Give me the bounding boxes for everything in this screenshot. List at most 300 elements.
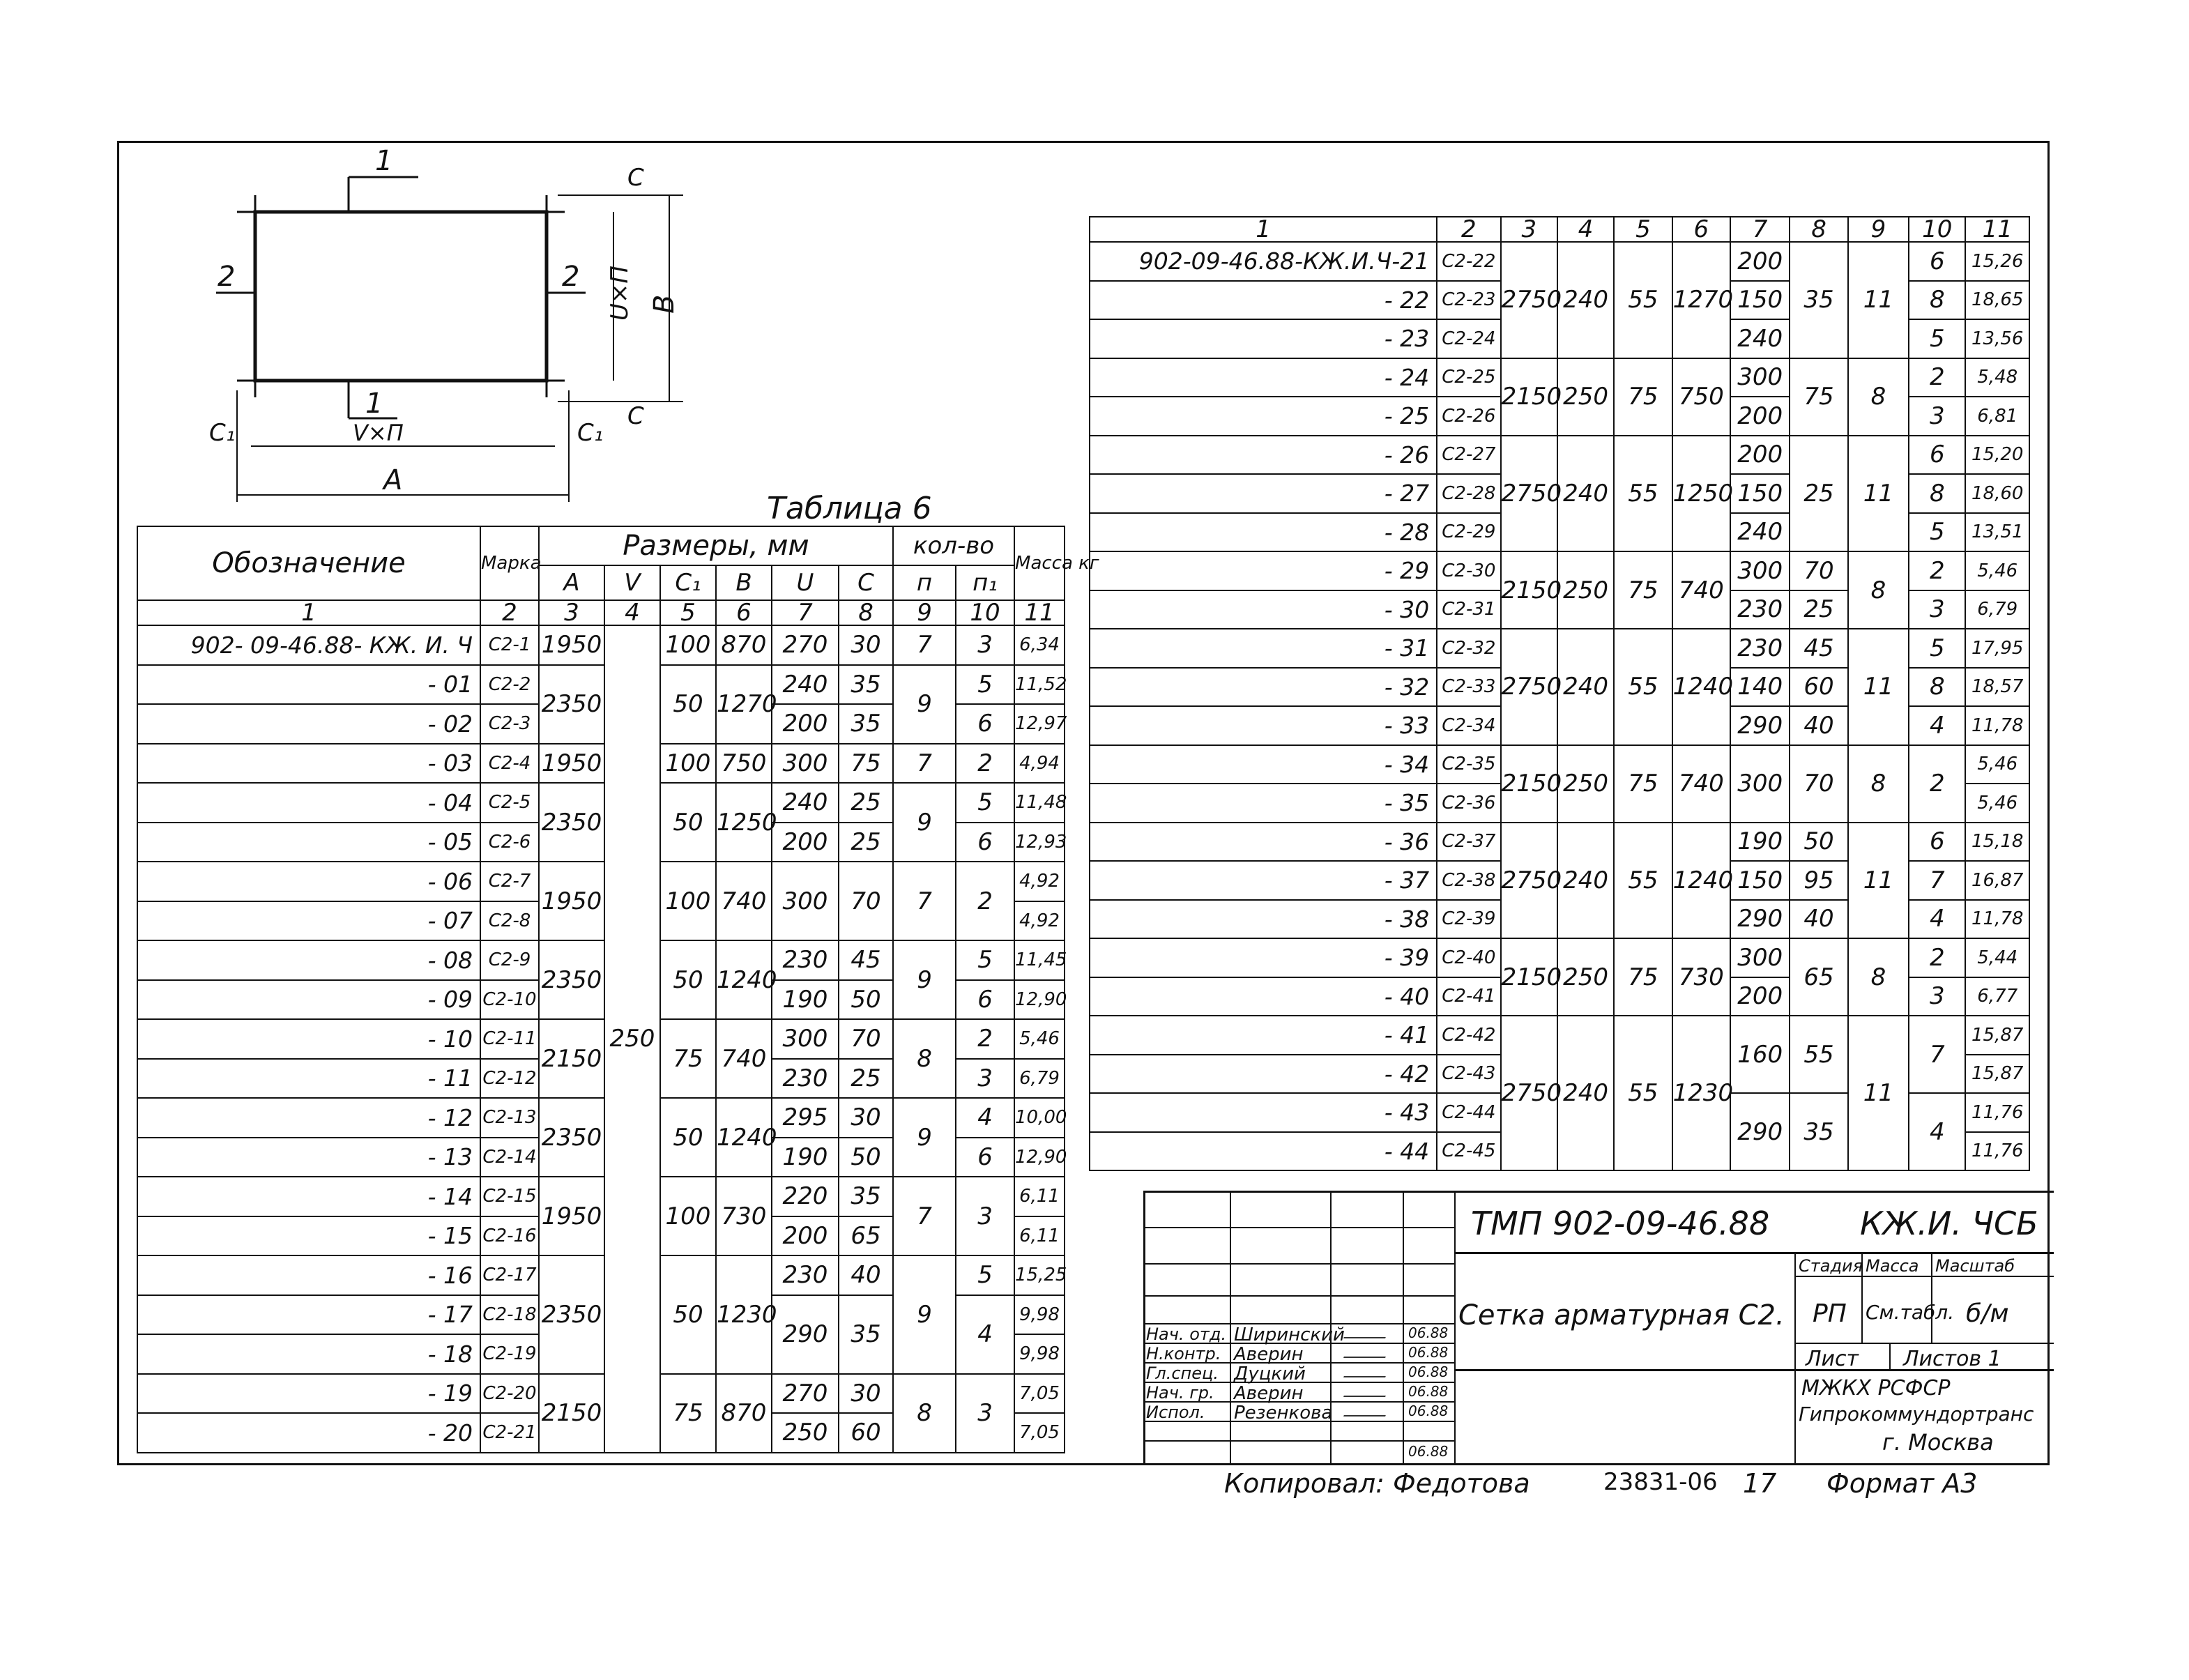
row-designation: - 28: [1090, 513, 1437, 552]
row-mark: С2-25: [1437, 358, 1500, 397]
row-mass: 15,87: [1965, 1016, 2029, 1055]
row-designation: - 07: [137, 901, 480, 941]
row-c: 30: [839, 1374, 893, 1414]
row-u: 230: [1730, 590, 1790, 629]
row-mass: 7,05: [1014, 1374, 1065, 1414]
row-c1: 100: [660, 862, 716, 940]
row-mark: С2-5: [480, 783, 539, 823]
footer-inventory: 23831-06: [1603, 1468, 1718, 1496]
header-designation: Обозначение: [137, 526, 480, 600]
row-mass: 5,46: [1965, 784, 2029, 823]
row-designation: - 29: [1090, 551, 1437, 590]
row-mass: 11,78: [1965, 706, 2029, 745]
row-c: 45: [1790, 629, 1847, 668]
row-mark: С2-37: [1437, 823, 1500, 862]
row-designation: - 34: [1090, 745, 1437, 784]
row-b: 730: [1672, 938, 1730, 1016]
row-a: 1950: [539, 862, 604, 940]
row-u: 290: [1730, 706, 1790, 745]
row-c: 70: [1790, 551, 1847, 590]
row-designation: - 13: [137, 1138, 480, 1177]
diagram-side-label-left: 2: [218, 261, 236, 293]
row-c1: 75: [1614, 551, 1672, 629]
row-u: 160: [1730, 1016, 1790, 1093]
row-designation: - 06: [137, 862, 480, 901]
diagram-b-label: B: [648, 294, 680, 314]
row-designation: - 36: [1090, 823, 1437, 862]
mass-value: См.табл.: [1866, 1301, 1955, 1324]
row-designation: 902-09-46.88-КЖ.И.Ч-21: [1090, 242, 1437, 281]
row-u: 300: [772, 1019, 839, 1059]
row-c: 25: [839, 823, 893, 862]
row-mass: 18,65: [1965, 281, 2029, 320]
row-n1: 6: [956, 1138, 1014, 1177]
row-mass: 13,51: [1965, 513, 2029, 552]
row-u: 200: [1730, 242, 1790, 281]
row-designation: - 12: [137, 1098, 480, 1138]
row-u: 150: [1730, 861, 1790, 900]
row-mass: 11,48: [1014, 783, 1065, 823]
row-designation: - 40: [1090, 977, 1437, 1016]
row-b: 1250: [1672, 436, 1730, 552]
row-n1: 4: [1909, 1093, 1965, 1170]
row-c1: 75: [660, 1019, 716, 1098]
column-number: 5: [660, 600, 716, 625]
diagram-c1-right: C₁: [577, 419, 604, 447]
row-mark: С2-19: [480, 1334, 539, 1374]
row-c: 35: [1790, 1093, 1847, 1170]
row-designation: - 35: [1090, 784, 1437, 823]
row-n1: 3: [956, 1374, 1014, 1453]
row-designation: - 31: [1090, 629, 1437, 668]
row-mark: С2-21: [480, 1413, 539, 1453]
row-a: 1950: [539, 625, 604, 665]
row-mass: 13,56: [1965, 319, 2029, 358]
row-designation: - 20: [137, 1413, 480, 1453]
row-mark: С2-8: [480, 901, 539, 941]
row-n: 9: [893, 1098, 956, 1177]
row-n1: 3: [956, 625, 1014, 665]
row-designation: - 17: [137, 1295, 480, 1335]
row-a: 2350: [539, 665, 604, 744]
row-mark: С2-4: [480, 744, 539, 784]
row-u: 190: [772, 980, 839, 1020]
row-mark: С2-28: [1437, 474, 1500, 513]
signature-scribble: [1343, 1386, 1389, 1397]
row-n1: 6: [956, 704, 1014, 744]
header-n: п: [893, 565, 956, 600]
row-n: 9: [893, 1255, 956, 1374]
row-n1: 2: [1909, 358, 1965, 397]
row-mark: С2-32: [1437, 629, 1500, 668]
row-v: 240: [1557, 1016, 1614, 1170]
row-mark: С2-29: [1437, 513, 1500, 552]
row-a: 2150: [1501, 745, 1557, 823]
row-mark: С2-3: [480, 704, 539, 744]
row-designation: - 18: [137, 1334, 480, 1374]
row-mass: 9,98: [1014, 1295, 1065, 1335]
row-n: 7: [893, 1177, 956, 1255]
row-designation: - 42: [1090, 1055, 1437, 1094]
row-n1: 8: [1909, 281, 1965, 320]
row-c: 70: [1790, 745, 1847, 823]
row-c1: 55: [1614, 1016, 1672, 1170]
row-c: 25: [839, 783, 893, 823]
footer-format: Формат А3: [1826, 1468, 1978, 1499]
row-mass: 4,94: [1014, 744, 1065, 784]
row-u: 300: [1730, 938, 1790, 977]
row-mark: С2-34: [1437, 706, 1500, 745]
row-mark: С2-14: [480, 1138, 539, 1177]
row-n1: 6: [956, 823, 1014, 862]
row-mass: 5,46: [1965, 745, 2029, 784]
row-designation: - 15: [137, 1216, 480, 1256]
column-number: 11: [1014, 600, 1065, 625]
row-c1: 55: [1614, 629, 1672, 745]
row-designation: - 09: [137, 980, 480, 1020]
signature-date: 06.88: [1408, 1344, 1449, 1361]
row-c1: 75: [660, 1374, 716, 1453]
column-number: 10: [956, 600, 1014, 625]
row-a: 2750: [1501, 436, 1557, 552]
row-u: 250: [772, 1413, 839, 1453]
org-line-1: МЖКХ РСФСР: [1801, 1376, 1951, 1400]
column-number: 9: [1848, 217, 1909, 242]
row-a: 1950: [539, 1177, 604, 1255]
row-c: 65: [1790, 938, 1847, 1016]
row-u: 190: [1730, 823, 1790, 862]
stage-value: РП: [1813, 1299, 1847, 1328]
row-designation: 902- 09-46.88- КЖ. И. Ч: [137, 625, 480, 665]
row-u: 220: [772, 1177, 839, 1216]
row-n1: 6: [1909, 436, 1965, 475]
row-n1: 2: [956, 862, 1014, 940]
column-number: 2: [1437, 217, 1500, 242]
row-mass: 6,79: [1014, 1059, 1065, 1099]
row-u: 240: [772, 783, 839, 823]
row-n1: 3: [1909, 977, 1965, 1016]
row-u: 140: [1730, 668, 1790, 707]
row-mass: 12,90: [1014, 1138, 1065, 1177]
column-number: 9: [893, 600, 956, 625]
row-b: 1240: [1672, 823, 1730, 939]
row-u: 200: [1730, 977, 1790, 1016]
row-c: 50: [839, 1138, 893, 1177]
row-c1: 55: [1614, 436, 1672, 552]
row-c: 30: [839, 1098, 893, 1138]
header-a: A: [539, 565, 604, 600]
row-mass: 18,57: [1965, 668, 2029, 707]
header-mass: Масса кг: [1014, 526, 1065, 600]
row-mass: 6,81: [1965, 397, 2029, 436]
row-c1: 100: [660, 625, 716, 665]
row-u: 230: [772, 1059, 839, 1099]
row-mark: С2-24: [1437, 319, 1500, 358]
row-mark: С2-10: [480, 980, 539, 1020]
title-text: Сетка арматурная С2.: [1458, 1299, 1785, 1331]
diagram-section-label-top: 1: [375, 145, 393, 177]
row-mass: 4,92: [1014, 901, 1065, 941]
row-c: 35: [1790, 242, 1847, 358]
row-mark: С2-26: [1437, 397, 1500, 436]
row-designation: - 22: [1090, 281, 1437, 320]
column-number: 3: [1501, 217, 1557, 242]
row-mass: 10,00: [1014, 1098, 1065, 1138]
row-designation: - 05: [137, 823, 480, 862]
row-b: 1240: [716, 1098, 772, 1177]
row-mark: С2-12: [480, 1059, 539, 1099]
signature-name: Ширинский: [1234, 1324, 1345, 1345]
signature-role: Нач. отд.: [1146, 1324, 1227, 1344]
row-n1: 4: [1909, 900, 1965, 939]
row-c1: 75: [1614, 745, 1672, 823]
row-n: 8: [893, 1374, 956, 1453]
row-mark: С2-1: [480, 625, 539, 665]
row-designation: - 11: [137, 1059, 480, 1099]
row-b: 1270: [716, 665, 772, 744]
table-caption: Таблица 6: [767, 491, 932, 526]
signature-scribble: [1343, 1347, 1389, 1358]
row-u: 190: [772, 1138, 839, 1177]
row-u: 300: [1730, 358, 1790, 397]
row-n1: 5: [956, 665, 1014, 705]
row-u: 300: [1730, 551, 1790, 590]
signature-scribble: [1343, 1405, 1389, 1416]
row-b: 740: [716, 1019, 772, 1098]
row-c: 60: [1790, 668, 1847, 707]
row-u: 290: [1730, 900, 1790, 939]
row-b: 730: [716, 1177, 772, 1255]
row-designation: - 08: [137, 940, 480, 980]
row-u: 300: [772, 862, 839, 940]
row-n1: 4: [956, 1295, 1014, 1374]
row-n1: 6: [956, 980, 1014, 1020]
row-c1: 75: [1614, 938, 1672, 1016]
row-mark: С2-33: [1437, 668, 1500, 707]
row-c: 65: [839, 1216, 893, 1256]
column-number: 8: [839, 600, 893, 625]
column-number: 6: [716, 600, 772, 625]
row-n1: 5: [956, 940, 1014, 980]
row-n: 9: [893, 783, 956, 862]
footer-page: 17: [1743, 1468, 1777, 1499]
signature-role: Н.контр.: [1146, 1344, 1221, 1364]
row-n: 8: [1848, 938, 1909, 1016]
diagram-c-bottom: C: [627, 402, 644, 430]
row-n1: 4: [956, 1098, 1014, 1138]
row-n: 9: [893, 665, 956, 744]
org-line-2: Гипрокоммундортранс: [1799, 1403, 2034, 1426]
signature-name: Аверин: [1234, 1383, 1304, 1404]
row-c: 25: [1790, 590, 1847, 629]
column-number: 2: [480, 600, 539, 625]
row-u: 270: [772, 625, 839, 665]
header-sizes: Размеры, мм: [539, 526, 893, 565]
row-designation: - 24: [1090, 358, 1437, 397]
row-mark: С2-2: [480, 665, 539, 705]
row-c: 25: [1790, 436, 1847, 552]
row-mass: 4,92: [1014, 862, 1065, 901]
header-c: C: [839, 565, 893, 600]
row-n1: 2: [1909, 745, 1965, 823]
row-designation: - 32: [1090, 668, 1437, 707]
row-a: 2150: [1501, 551, 1557, 629]
row-c: 35: [839, 665, 893, 705]
row-n1: 3: [956, 1059, 1014, 1099]
signature-role: Испол.: [1146, 1403, 1205, 1422]
row-mark: С2-43: [1437, 1055, 1500, 1094]
footer-copied: Копировал: Федотова: [1224, 1468, 1530, 1499]
row-mass: 5,46: [1965, 551, 2029, 590]
row-n: 7: [893, 862, 956, 940]
last-date: 06.88: [1408, 1443, 1449, 1460]
diagram-vxn-label: V×П: [353, 420, 404, 446]
row-n: 8: [893, 1019, 956, 1098]
row-designation: - 02: [137, 704, 480, 744]
row-a: 2150: [539, 1374, 604, 1453]
signature-name: Дуцкий: [1234, 1364, 1306, 1384]
column-number: 10: [1909, 217, 1965, 242]
signature-role: Гл.спец.: [1146, 1364, 1219, 1383]
row-v: 250: [1557, 745, 1614, 823]
header-count: кол-во: [893, 526, 1014, 565]
row-b: 750: [1672, 358, 1730, 436]
row-designation: - 04: [137, 783, 480, 823]
row-mass: 11,52: [1014, 665, 1065, 705]
row-c1: 50: [660, 940, 716, 1019]
column-number: 6: [1672, 217, 1730, 242]
row-a: 1950: [539, 744, 604, 784]
row-b: 1240: [716, 940, 772, 1019]
signature-date: 06.88: [1408, 1364, 1449, 1380]
row-c: 35: [839, 1177, 893, 1216]
row-n: 8: [1848, 745, 1909, 823]
row-designation: - 30: [1090, 590, 1437, 629]
scale-label: Масштаб: [1935, 1256, 2015, 1276]
row-n1: 8: [1909, 668, 1965, 707]
column-number: 5: [1614, 217, 1672, 242]
row-v: 240: [1557, 242, 1614, 358]
diagram-c-top: C: [627, 164, 644, 192]
row-mass: 11,76: [1965, 1093, 2029, 1132]
row-n1: 5: [956, 1255, 1014, 1295]
row-designation: - 25: [1090, 397, 1437, 436]
row-c1: 100: [660, 1177, 716, 1255]
row-c1: 50: [660, 1255, 716, 1374]
column-number: 3: [539, 600, 604, 625]
row-designation: - 14: [137, 1177, 480, 1216]
row-u: 240: [772, 665, 839, 705]
title-block: [1143, 1191, 2054, 1464]
row-mark: С2-11: [480, 1019, 539, 1059]
stage-label: Стадия: [1799, 1256, 1863, 1276]
header-u: U: [772, 565, 839, 600]
row-n: 7: [893, 744, 956, 784]
row-b: 1240: [1672, 629, 1730, 745]
row-v: 240: [1557, 823, 1614, 939]
row-n1: 7: [1909, 1016, 1965, 1093]
signature-date: 06.88: [1408, 1383, 1449, 1400]
row-n: 11: [1848, 629, 1909, 745]
row-mass: 15,25: [1014, 1255, 1065, 1295]
row-mark: С2-44: [1437, 1093, 1500, 1132]
row-b: 870: [716, 1374, 772, 1453]
signature-scribble: [1343, 1327, 1389, 1338]
row-c: 50: [839, 980, 893, 1020]
row-n: 9: [893, 940, 956, 1019]
row-n1: 6: [1909, 823, 1965, 862]
row-a: 2350: [539, 783, 604, 862]
signature-role: Нач. гр.: [1146, 1383, 1214, 1403]
row-c1: 55: [1614, 242, 1672, 358]
row-mass: 9,98: [1014, 1334, 1065, 1374]
row-a: 2150: [1501, 938, 1557, 1016]
header-c1: C₁: [660, 565, 716, 600]
org-line-3: г. Москва: [1882, 1429, 1994, 1456]
row-n: 11: [1848, 436, 1909, 552]
row-designation: - 33: [1090, 706, 1437, 745]
row-c1: 100: [660, 744, 716, 784]
row-mark: С2-17: [480, 1255, 539, 1295]
row-mass: 5,46: [1014, 1019, 1065, 1059]
row-mark: С2-6: [480, 823, 539, 862]
diagram-section-label-bottom: 1: [365, 388, 383, 420]
row-u: 150: [1730, 474, 1790, 513]
row-u: 240: [1730, 319, 1790, 358]
row-n1: 3: [1909, 397, 1965, 436]
row-a: 2750: [1501, 242, 1557, 358]
row-n: 11: [1848, 1016, 1909, 1170]
row-designation: - 43: [1090, 1093, 1437, 1132]
row-designation: - 41: [1090, 1016, 1437, 1055]
row-n1: 2: [1909, 551, 1965, 590]
row-a: 2350: [539, 1255, 604, 1374]
diagram-a-label: A: [383, 464, 403, 496]
header-b: B: [716, 565, 772, 600]
row-u: 290: [772, 1295, 839, 1374]
row-mark: С2-20: [480, 1374, 539, 1414]
row-designation: - 44: [1090, 1132, 1437, 1171]
row-n1: 3: [1909, 590, 1965, 629]
row-mark: С2-45: [1437, 1132, 1500, 1171]
signature-name: Резенкова: [1234, 1403, 1333, 1423]
row-v: 250: [1557, 938, 1614, 1016]
row-u: 200: [1730, 436, 1790, 475]
row-b: 870: [716, 625, 772, 665]
row-n1: 8: [1909, 474, 1965, 513]
row-mass: 15,26: [1965, 242, 2029, 281]
row-c: 45: [839, 940, 893, 980]
row-u: 200: [772, 823, 839, 862]
row-v: 250: [1557, 358, 1614, 436]
row-u: 295: [772, 1098, 839, 1138]
row-mark: С2-30: [1437, 551, 1500, 590]
row-c: 40: [1790, 706, 1847, 745]
row-v: 250: [1557, 551, 1614, 629]
signature-scribble: [1343, 1366, 1389, 1377]
column-number: 11: [1965, 217, 2029, 242]
row-designation: - 27: [1090, 474, 1437, 513]
row-n1: 7: [1909, 861, 1965, 900]
row-mark: С2-7: [480, 862, 539, 901]
row-designation: - 26: [1090, 436, 1437, 475]
signature-date: 06.88: [1408, 1324, 1449, 1341]
row-mark: С2-13: [480, 1098, 539, 1138]
row-v: 240: [1557, 629, 1614, 745]
row-a: 2150: [1501, 358, 1557, 436]
row-mark: С2-9: [480, 940, 539, 980]
header-n1: п₁: [956, 565, 1014, 600]
